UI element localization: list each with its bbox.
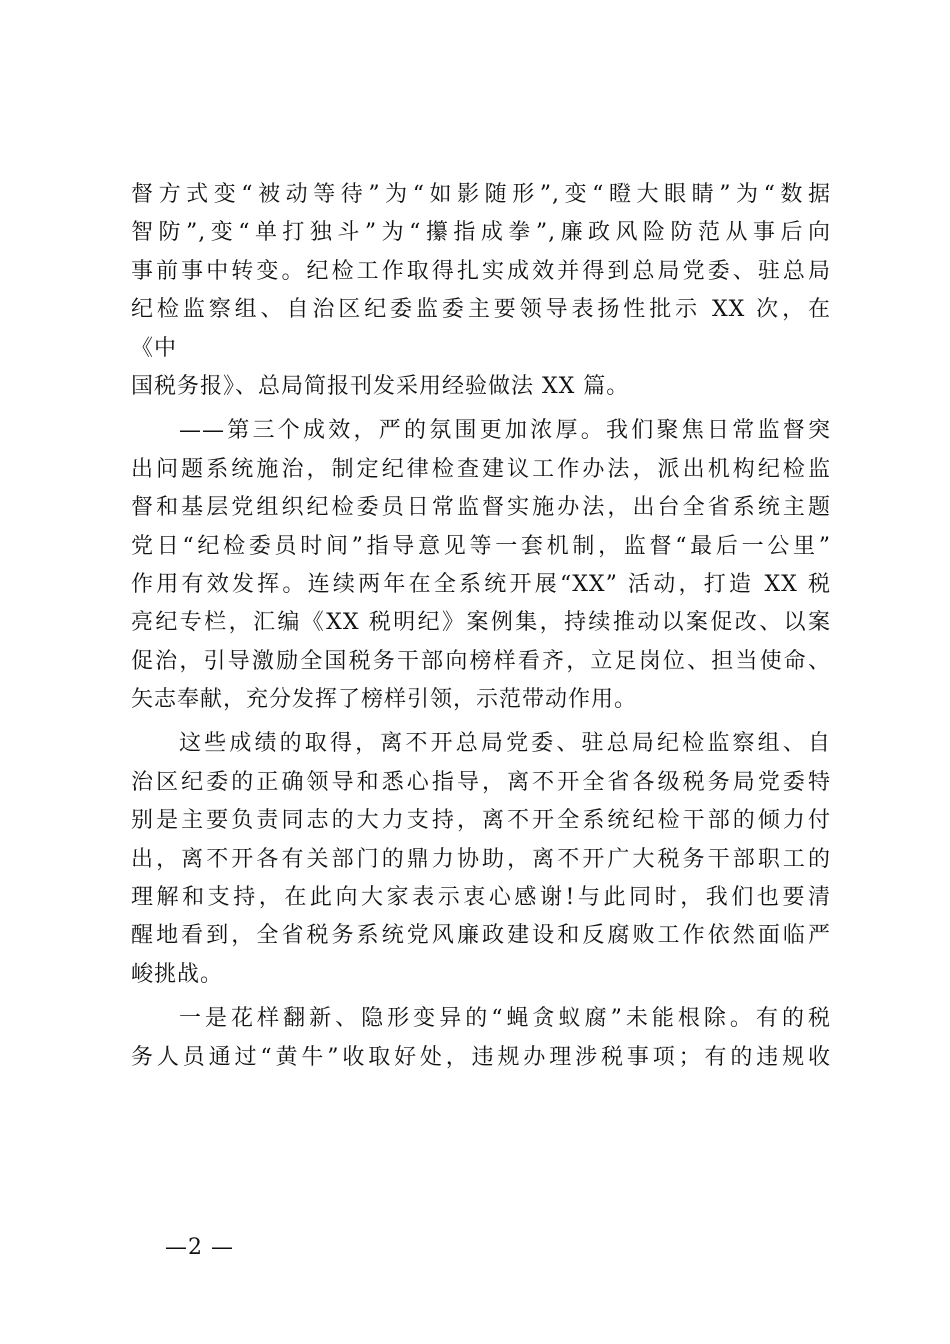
text-line: 务人员通过“黄牛”收取好处，违规办理涉税事项；有的违规收: [131, 1044, 831, 1070]
text-line: 出问题系统施治，制定纪律检查建议工作办法，派出机构纪检监: [131, 456, 831, 482]
text-line: 国税务报》、总局简报刊发采用经验做法 XX 篇。: [131, 373, 630, 399]
text-line: 一是花样翻新、隐形变异的“蝇贪蚁腐”未能根除。有的税: [179, 1006, 831, 1032]
text-line: 峻挑战。: [131, 961, 224, 987]
text-line: 亮纪专栏，汇编《XX 税明纪》案例集，持续推动以案促改、以案: [131, 610, 831, 636]
text-line: 纪检监察组、自治区纪委监委主要领导表扬性批示 XX 次，在: [131, 297, 831, 323]
text-line: 促治，引导激励全国税务干部向榜样看齐，立足岗位、担当使命、: [131, 648, 831, 674]
text-line: 督方式变“被动等待”为“如影随形”,变“瞪大眼睛”为“数据: [131, 182, 831, 207]
paragraph-4: [131, 1000, 831, 1077]
text-line: 出，离不开各有关部门的鼎力协助，离不开广大税务干部职工的: [131, 846, 831, 872]
text-line: 矢志奉献，充分发挥了榜样引领，示范带动作用。: [131, 687, 638, 713]
text-line: 这些成绩的取得，离不开总局党委、驻总局纪检监察组、自: [179, 731, 831, 757]
text-line: ——第三个成效，严的氛围更加浓厚。我们聚焦日常监督突: [179, 418, 831, 444]
paragraph-3: [131, 725, 831, 994]
paragraph-1: [131, 176, 831, 406]
text-line: 《中: [131, 335, 178, 361]
text-line: 事前事中转变。纪检工作取得扎实成效并得到总局党委、驻总局: [131, 258, 831, 284]
text-line: 理解和支持，在此向大家表示衷心感谢!与此同时，我们也要清: [131, 885, 831, 911]
text-line: 醒地看到，全省税务系统党风廉政建设和反腐败工作依然面临严: [131, 923, 831, 949]
text-line: 智防”,变“单打独斗”为“攥指成拳”,廉政风险防范从事后向: [131, 220, 831, 246]
text-line: 党日“纪检委员时间”指导意见等一套机制，监督“最后一公里”: [131, 533, 831, 559]
paragraph-2: [131, 412, 831, 719]
text-line: 作用有效发挥。连续两年在全系统开展“XX” 活动，打造 XX 税: [131, 571, 831, 597]
text-line: 治区纪委的正确领导和悉心指导，离不开全省各级税务局党委特: [131, 769, 831, 795]
text-line: 督和基层党组织纪检委员日常监督实施办法，出台全省系统主题: [131, 495, 831, 521]
text-line: 别是主要负责同志的大力支持，离不开全系统纪检干部的倾力付: [131, 808, 831, 834]
page-number: —2 —: [165, 1235, 234, 1260]
document-body: [131, 176, 831, 1077]
